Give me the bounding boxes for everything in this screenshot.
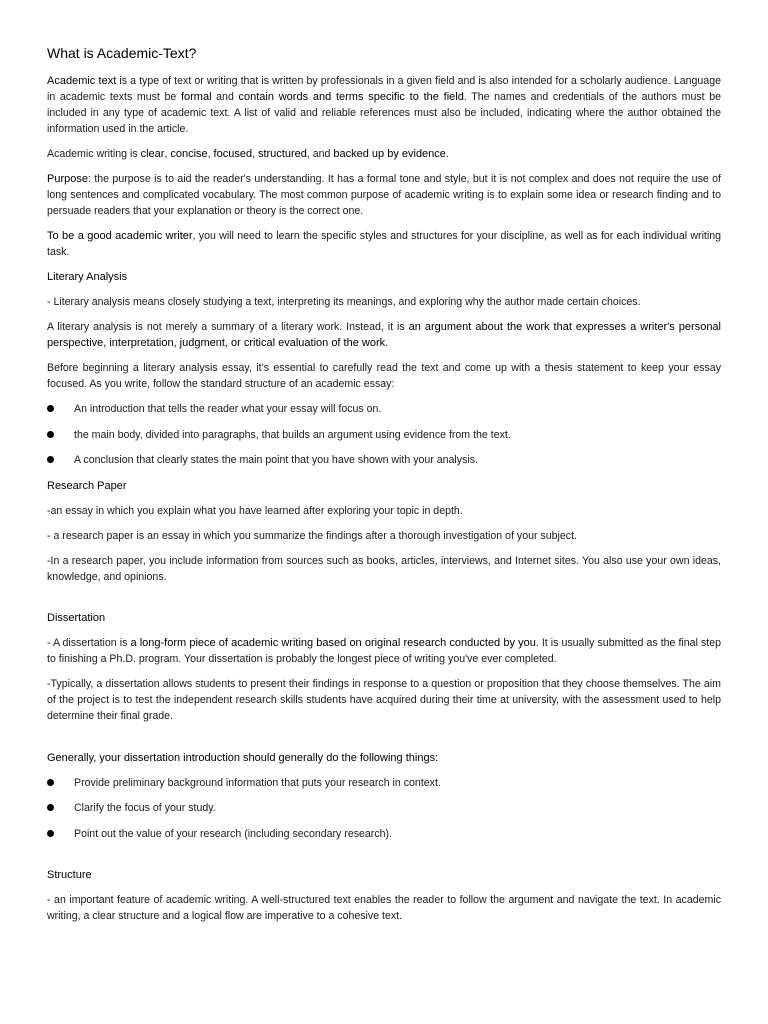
term-argument: an argument about the work that expresses a writer's personal perspective, interpretation, judgment, or critical evaluation of the work: [47, 321, 721, 349]
list-item-text: Point out the value of your research (including secondary research).: [74, 827, 392, 840]
paragraph-research-1: -an essay in which you explain what you have learned after exploring your topic in depth.: [47, 504, 463, 517]
text-run: .: [385, 337, 389, 349]
paragraph-academic-writing: [47, 146, 721, 162]
bullet-icon: [47, 804, 54, 811]
text-run: A literary analysis is not merely a summary of a literary work. Instead, it is: [47, 321, 409, 333]
text-run: is a type of text or writing that is written by professionals in a given field and is also intended for a scholarly audience. Language in academic texts must be: [47, 75, 721, 103]
list-item-text: the main body, divided into paragraphs, that builds an argument using evidence from the text.: [74, 428, 511, 441]
term-backed-up: backed up by evidence: [333, 148, 446, 160]
term-formal: formal: [180, 91, 212, 103]
term-purpose: Purpose: [47, 173, 88, 185]
heading-literary-analysis: Literary Analysis: [47, 271, 128, 283]
paragraph-research-3: -In a research paper, you include information from sources such as books, articles, interviews, and Internet sites. You also use your own ideas, knowledge, and opinions.: [47, 554, 721, 583]
paragraph-dissertation-2: -Typically, a dissertation allows students to present their findings in response to a question or proposition that they choose themselves. The aim of the project is to test the independent research skills students have acquired during their time at university, with the assessment used to help determine their final grade.: [47, 677, 721, 722]
text-run: ,: [164, 148, 171, 160]
list-item-text: Provide preliminary background information that puts your research in context.: [74, 776, 441, 789]
list-item: [47, 775, 721, 791]
paragraph-literary-definition: - Literary analysis means closely studying a text, interpreting its meanings, and exploring why the author made certain choices.: [47, 296, 641, 308]
list-item-text: Clarify the focus of your study.: [74, 802, 216, 814]
spacer: [47, 733, 721, 750]
spacer: [47, 594, 721, 610]
paragraph-dissertation-1: [47, 635, 721, 667]
paragraph-literary-argument: [47, 319, 721, 351]
bullet-list-essay-structure: [47, 401, 721, 468]
list-item: [47, 452, 721, 468]
term-long-form: a long-form piece of academic writing based on original research conducted by you: [130, 636, 536, 649]
heading-dissertation-intro: Generally, your dissertation introduction should generally do the following things:: [47, 751, 439, 764]
term-structured: structured: [257, 148, 307, 160]
text-run: , and: [306, 148, 334, 160]
list-item: [47, 800, 721, 816]
term-good-writer: To be a good academic writer: [47, 230, 193, 242]
list-item-text: An introduction that tells the reader what your essay will focus on.: [74, 403, 382, 415]
text-run: ,: [207, 148, 214, 160]
text-run: and: [211, 91, 239, 103]
heading-dissertation: Dissertation: [47, 611, 106, 624]
bullet-list-dissertation-intro: [47, 775, 721, 842]
text-run: ,: [252, 148, 258, 160]
list-item: [47, 401, 721, 417]
bullet-icon: [47, 405, 54, 412]
list-item: [47, 427, 721, 443]
paragraph-good-writer: [47, 228, 721, 260]
text-run: - A dissertation is: [47, 636, 131, 649]
spacer: [47, 851, 721, 867]
paragraph-before-beginning: Before beginning a literary analysis essay, it’s essential to carefully read the text and come up with a thesis statement to keep your essay focused. As you write, follow the standard structure of an academic essay:: [47, 362, 721, 390]
bullet-icon: [47, 779, 54, 786]
text-run: : the purpose is to aid the reader's understanding. It has a formal tone and style, but it is not complex and does not require the use of long sentences and complicated vocabulary. The most common purpose of academic writing is to explain some idea or research finding and to persuade readers that your explanation or theory is the correct one.: [47, 173, 721, 217]
term-academic-text: Academic text: [47, 75, 117, 87]
bullet-icon: [47, 456, 54, 463]
bullet-icon: [47, 830, 54, 837]
paragraph-purpose: [47, 171, 721, 219]
text-run: , you will need to learn the specific styles and structures for your discipline, as well as for each individual writing task.: [47, 230, 721, 258]
paragraph-structure: - an important feature of academic writing. A well-structured text enables the reader to follow the argument and navigate the text. In academic writing, a clear structure and a logical flow are imperative to a cohesive text.: [47, 894, 721, 922]
heading-structure: Structure: [47, 869, 92, 881]
paragraph-academic-text: [47, 73, 721, 137]
heading-research-paper: Research Paper: [47, 479, 127, 492]
term-concise: concise: [170, 148, 208, 160]
page-title: What is Academic-Text?: [47, 45, 197, 61]
text-run: .: [445, 148, 449, 160]
term-focused: focused: [213, 148, 253, 160]
text-run: . The names and credentials of the authors must be included in any type of academic text. A list of valid and reliable references must also be included, indicating where the author obtained the information used in the article.: [47, 91, 722, 135]
text-run: Academic writing is: [47, 148, 141, 160]
text-run: . It is usually submitted as the final step to finishing a Ph.D. program. Your dissertation is probably the longest piece of writing you've ever completed.: [47, 636, 721, 665]
paragraph-research-2: - a research paper is an essay in which you summarize the findings after a thorough investigation of your subject.: [47, 529, 577, 542]
term-clear: clear: [140, 148, 165, 160]
list-item: [47, 826, 721, 842]
list-item-text: A conclusion that clearly states the main point that you have shown with your analysis.: [74, 454, 478, 466]
term-specific-words: contain words and terms specific to the field: [238, 91, 464, 103]
bullet-icon: [47, 431, 54, 438]
